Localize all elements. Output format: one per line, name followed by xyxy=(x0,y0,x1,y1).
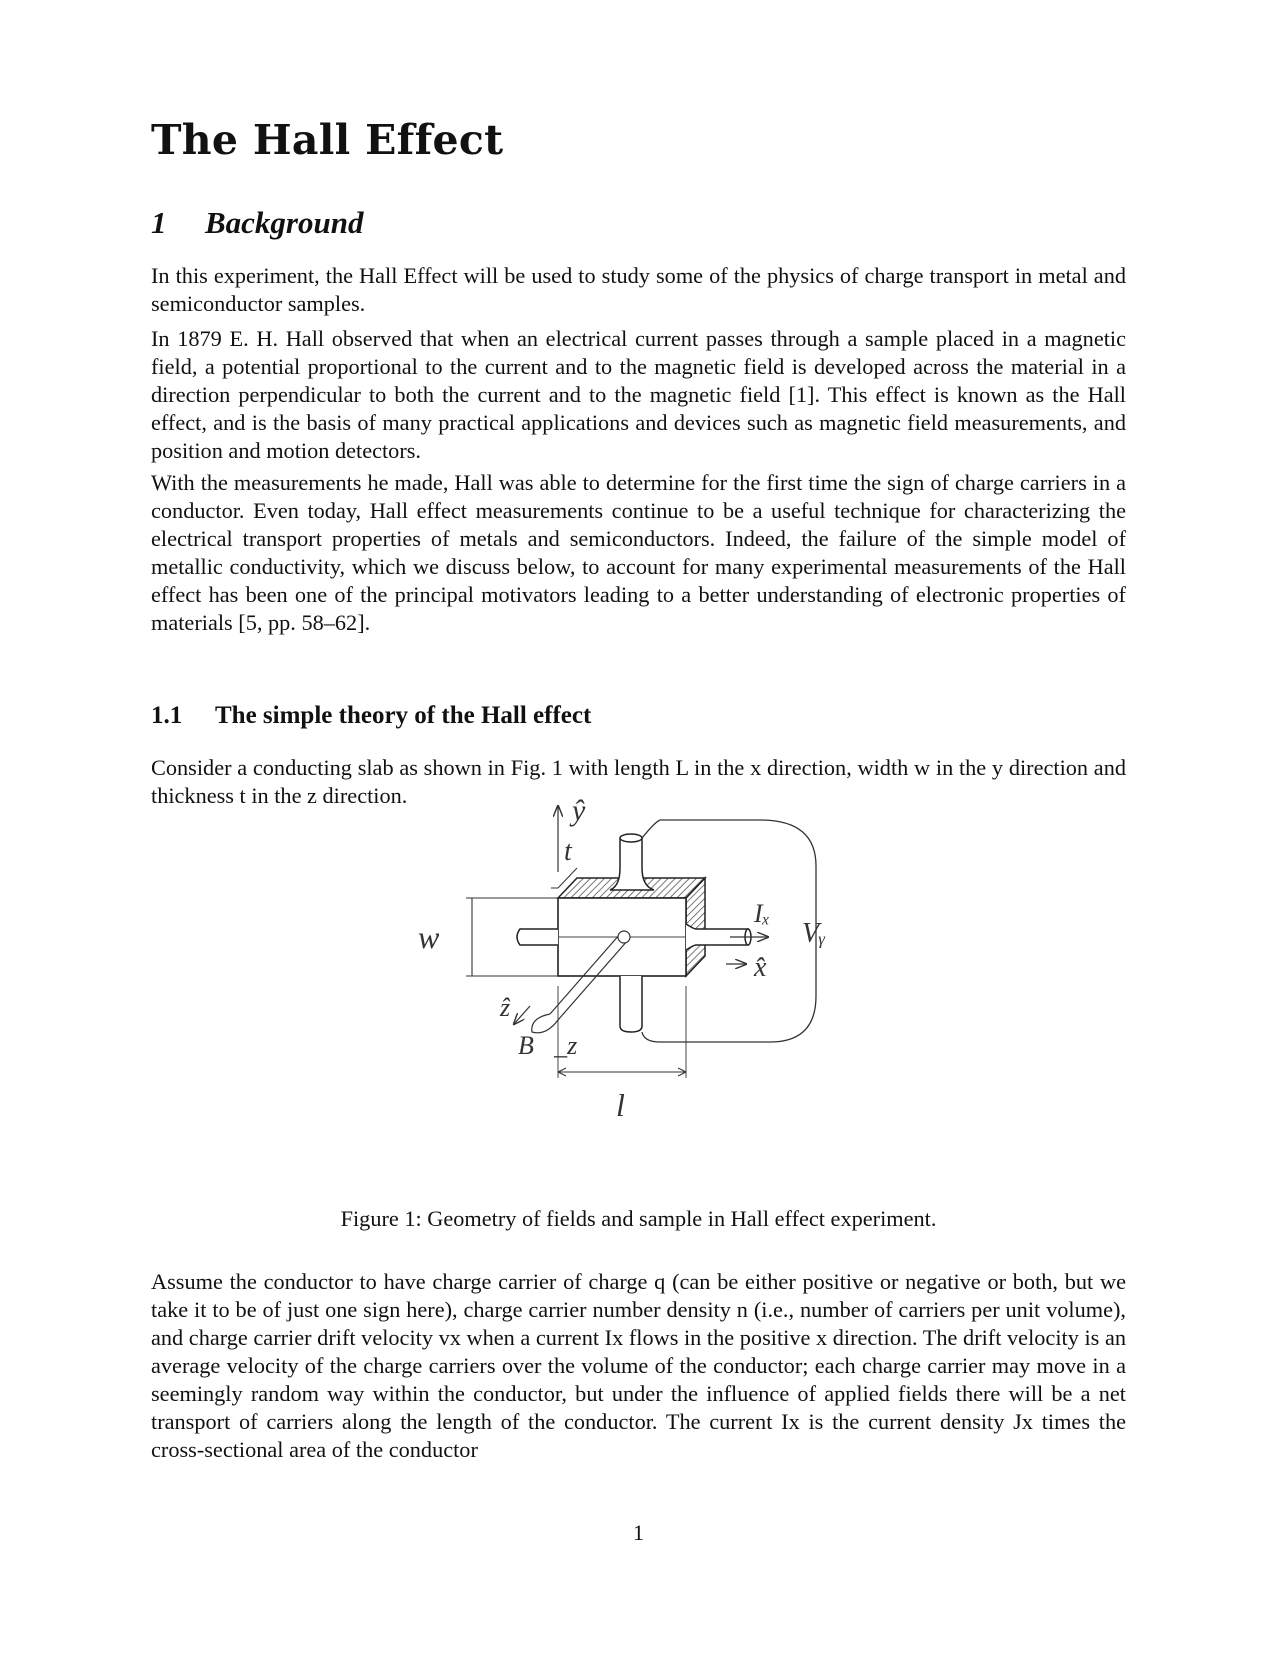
page-number: 1 xyxy=(633,1520,644,1545)
section-heading xyxy=(151,205,363,241)
l-label: l xyxy=(616,1087,625,1123)
section-title: Background xyxy=(205,205,364,240)
subsection-title: The simple theory of the Hall effect xyxy=(215,702,592,729)
x-hat-label: x̂ xyxy=(754,952,767,983)
bz-label: B⃗_z xyxy=(518,1031,578,1060)
paragraph-4: Consider a conducting slab as shown in Fig. 1 with length L in the x direction, width w in the y direction and thickness t in the z direction. xyxy=(151,755,1126,808)
left-electrode xyxy=(517,929,558,945)
section-number: 1 xyxy=(151,205,167,240)
ix-label: Iₓ xyxy=(754,899,771,928)
subsection-number: 1.1 xyxy=(151,702,183,729)
bottom-electrode xyxy=(620,976,642,1032)
vy-label: Vᵧ xyxy=(802,918,826,949)
page-title: The Hall Effect xyxy=(151,116,504,164)
paragraph-5: Assume the conductor to have charge carrier of charge q (can be either positive or negative or both, but we take it to be of just one sign here), charge carrier number density n (i.e., number of carriers per unit volume), and charge carrier drift velocity vx when a current Ix flows in the positive x direction. The drift velocity is an average velocity of the charge carriers over the volume of the conductor; each charge carrier may move in a seemingly random way within the conductor, but under the influence of applied fields there will be a net transport of carriers along the length of the conductor. The current Ix is the current density Jx times the cross-sectional area of the conductor xyxy=(151,1269,1126,1462)
figure-caption: Figure 1: Geometry of fields and sample in Hall effect experiment. xyxy=(340,1206,937,1231)
paragraph-3: With the measurements he made, Hall was able to determine for the first time the sign of charge carriers in a conductor. Even today, Hall effect measurements continue to be a useful technique for characterizing the electrical transport properties of metals and semiconductors. Indeed, the failure of the simple model of metallic conductivity, which we discuss below, to account for many experimental measurements of the Hall effect has been one of the principal motivators leading to a better understanding of electronic properties of materials [5, pp. 58–62]. xyxy=(151,470,1126,635)
t-label: t xyxy=(564,836,572,867)
w-label: w xyxy=(418,919,440,955)
subsection-heading xyxy=(151,702,591,730)
hall-effect-diagram xyxy=(418,794,850,1166)
z-hat-label: ẑ xyxy=(500,993,511,1022)
paragraph-2: In 1879 E. H. Hall observed that when an electrical current passes through a sample placed in a magnetic field, a potential proportional to the current and to the magnetic field is developed across the material in a direction perpendicular to both the current and to the magnetic field [1]. This effect is known as the Hall effect, and is the basis of many practical applications and devices such as magnetic field measurements, and position and motion detectors. xyxy=(151,326,1126,463)
y-hat-label: ŷ xyxy=(572,794,586,827)
paragraph-1: In this experiment, the Hall Effect will be used to study some of the physics of charge transport in metal and semiconductor samples. xyxy=(151,263,1126,316)
z-axis-arrow xyxy=(514,1006,530,1024)
